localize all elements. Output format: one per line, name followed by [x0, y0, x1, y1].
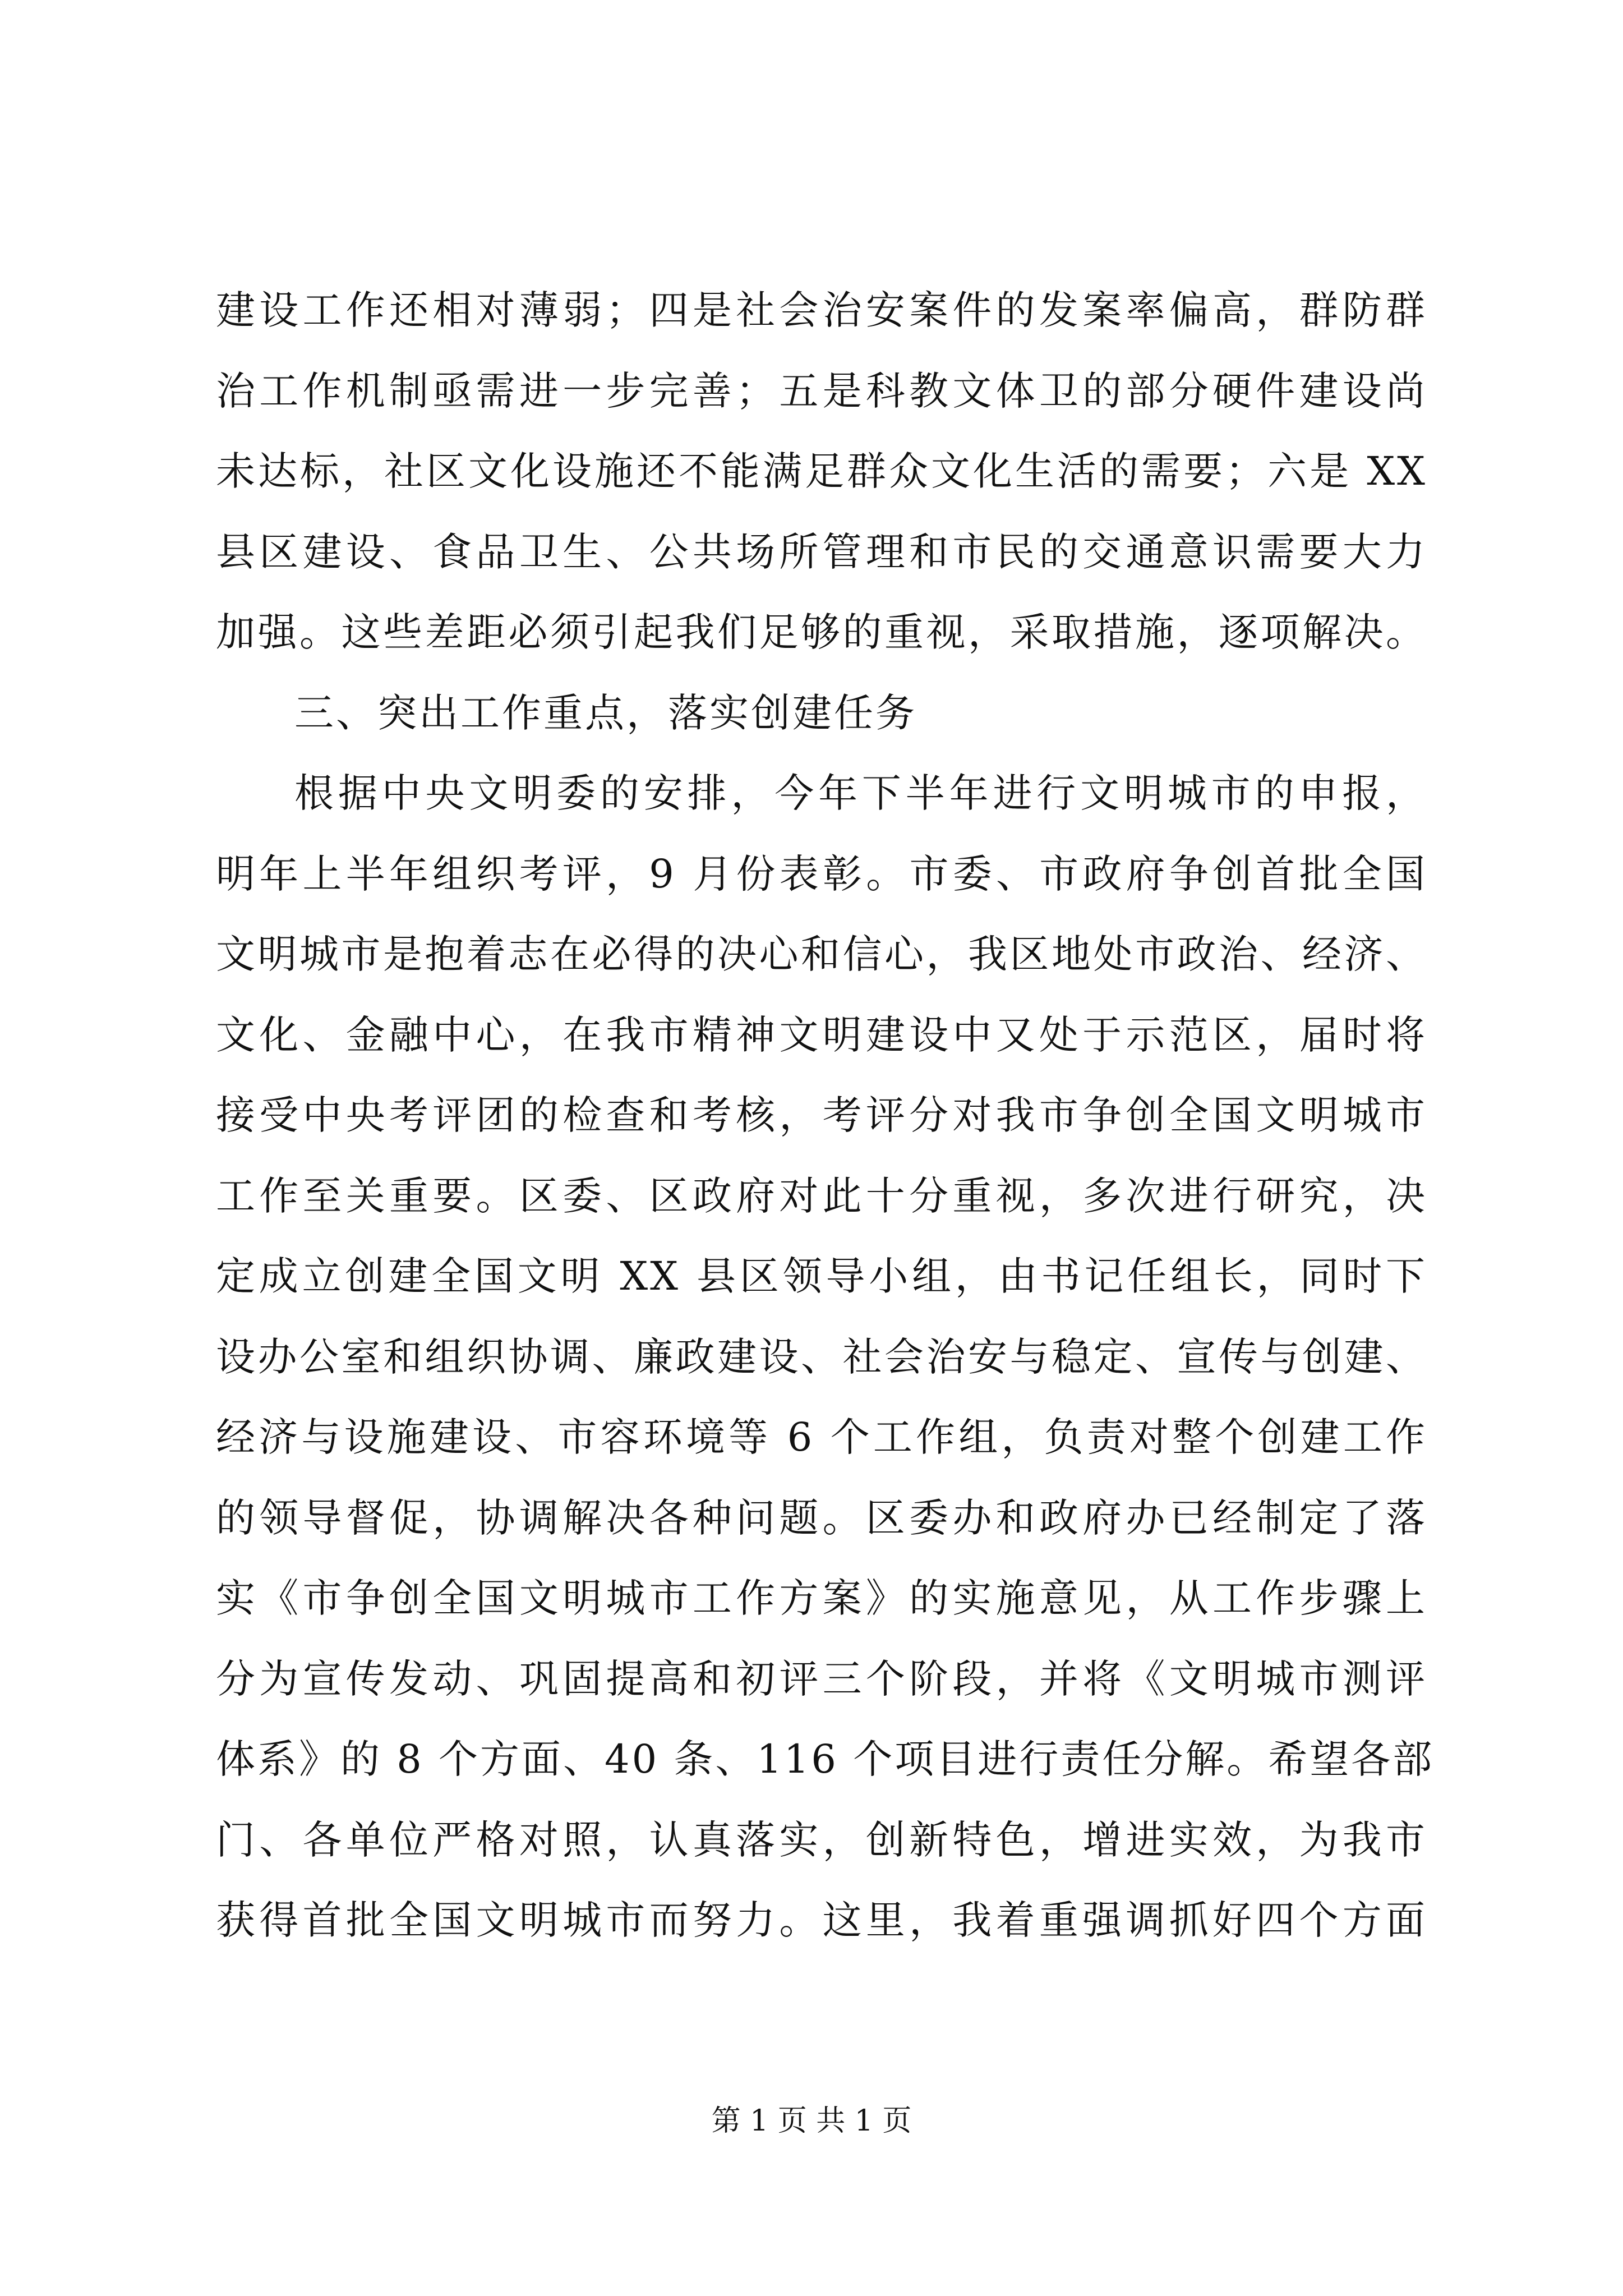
text-line: 工作至关重要。区委、区政府对此十分重视，多次进行研究，决 [216, 1172, 1427, 1219]
text-line: 实《市争创全国文明城市工作方案》的实施意见，从工作步骤上 [216, 1575, 1427, 1621]
text-line: 定成立创建全国文明 XX 县区领导小组，由书记任组长，同时下 [216, 1253, 1427, 1299]
text-line: 接受中央考评团的检查和考核，考评分对我市争创全国文明城市 [216, 1092, 1427, 1138]
text-line: 建设工作还相对薄弱；四是社会治安案件的发案率偏高，群防群 [216, 287, 1427, 333]
text-line: 体系》的 8 个方面、40 条、116 个项目进行责任分解。希望各部 [216, 1736, 1435, 1782]
text-line: 的领导督促，协调解决各种问题。区委办和政府办已经制定了落 [216, 1494, 1427, 1541]
page-footer [0, 2101, 1623, 2141]
text-line: 未达标，社区文化设施还不能满足群众文化生活的需要；六是 XX [216, 448, 1427, 494]
text-line: 文化、金融中心，在我市精神文明建设中又处于示范区，届时将 [216, 1011, 1427, 1058]
section-heading: 三、突出工作重点，落实创建任务 [294, 689, 917, 736]
text-line: 获得首批全国文明城市而努力。这里，我着重强调抓好四个方面 [216, 1897, 1427, 1943]
text-line: 设办公室和组织协调、廉政建设、社会治安与稳定、宣传与创建、 [216, 1333, 1427, 1380]
text-line: 分为宣传发动、巩固提高和初评三个阶段，并将《文明城市测评 [216, 1655, 1427, 1702]
text-line: 文明城市是抱着志在必得的决心和信心，我区地处市政治、经济、 [216, 931, 1427, 977]
text-line: 加强。这些差距必须引起我们足够的重视，采取措施，逐项解决。 [216, 609, 1427, 655]
body-text [216, 270, 1435, 1961]
text-line: 明年上半年组织考评，9 月份表彰。市委、市政府争创首批全国 [216, 850, 1427, 897]
text-line: 经济与设施建设、市容环境等 6 个工作组，负责对整个创建工作 [216, 1414, 1427, 1460]
page-number-label: 第 1 页 共 1 页 [711, 2104, 912, 2138]
text-line: 县区建设、食品卫生、公共场所管理和市民的交通意识需要大力 [216, 528, 1427, 575]
text-line: 门、各单位严格对照，认真落实，创新特色，增进实效，为我市 [216, 1816, 1427, 1863]
text-line: 治工作机制亟需进一步完善；五是科教文体卫的部分硬件建设尚 [216, 367, 1427, 414]
paragraph-first-line: 根据中央文明委的安排，今年下半年进行文明城市的申报， [294, 770, 1427, 816]
